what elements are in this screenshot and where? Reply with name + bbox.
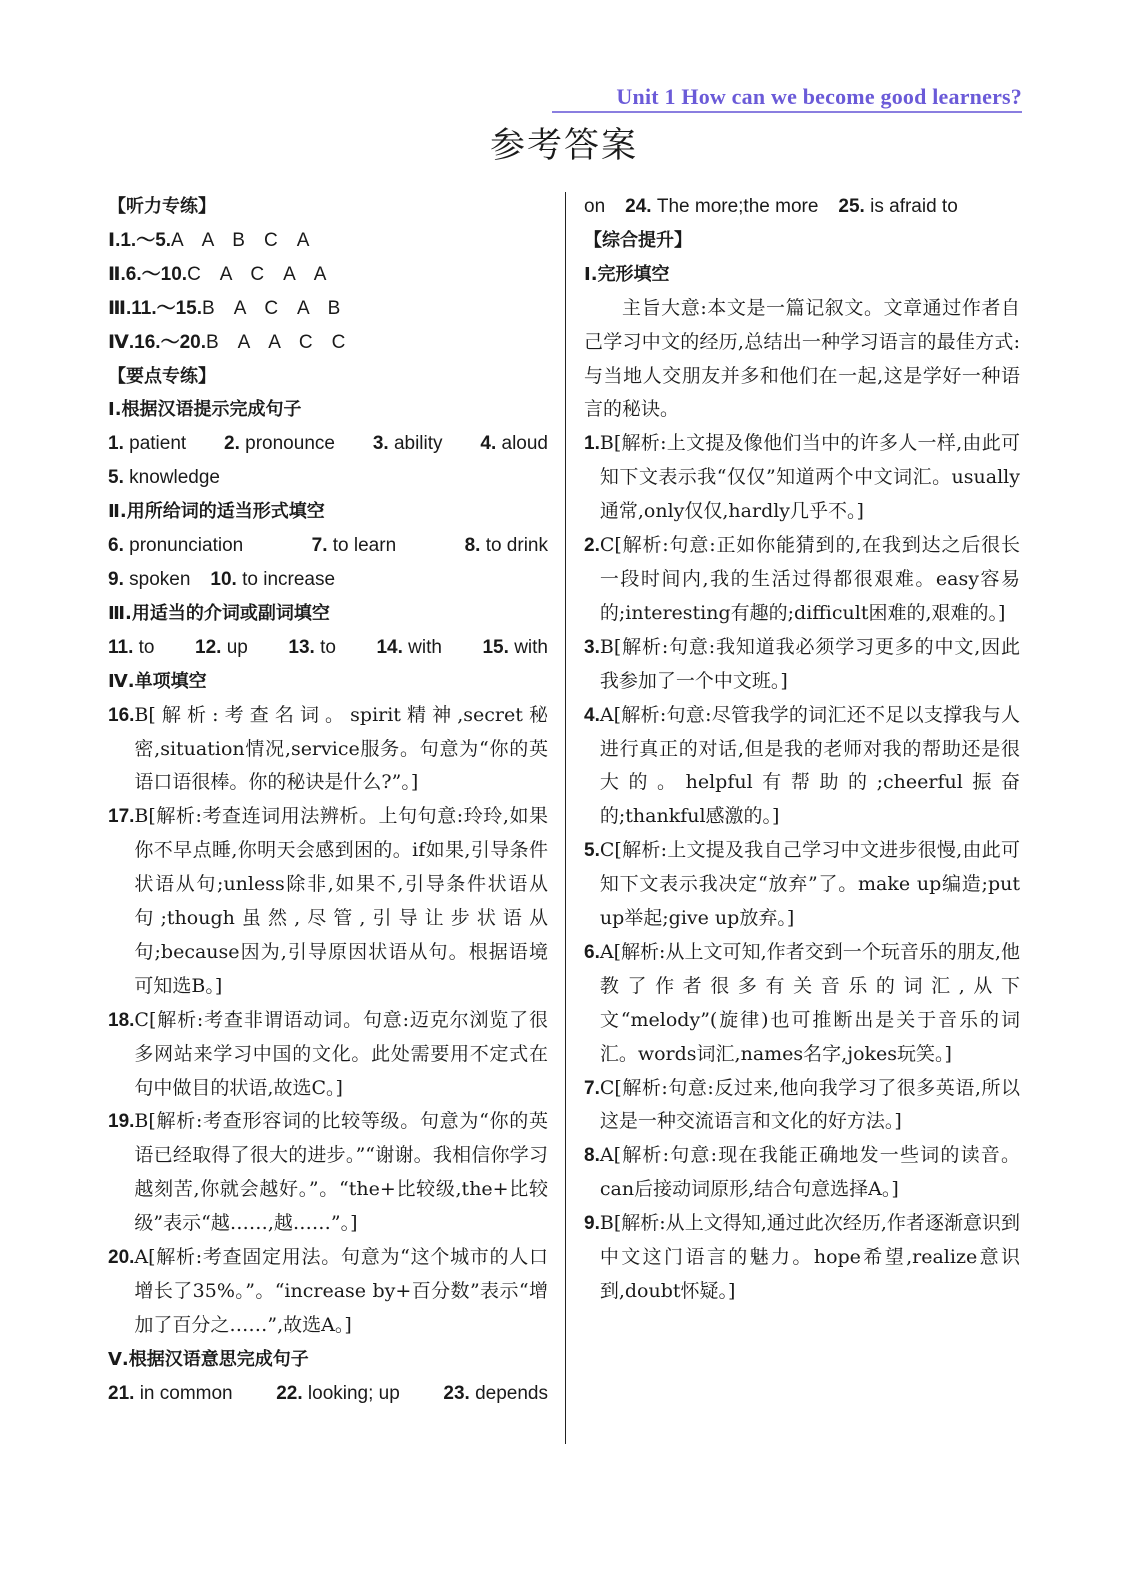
fill-line xyxy=(108,1377,548,1411)
answer-number: 14. xyxy=(376,636,409,658)
explained-answer xyxy=(584,1072,1020,1140)
answer-text: to increase xyxy=(242,568,336,590)
subsection-heading-4: Ⅳ.单项填空 xyxy=(108,670,207,692)
question-number-text: 7. xyxy=(584,1077,600,1099)
question-number-text: 4. xyxy=(584,704,600,726)
answer-number: 3. xyxy=(372,433,394,455)
explained-answer xyxy=(108,1105,548,1241)
answer-number: 9. xyxy=(108,568,130,590)
listening-row-number: Ⅱ.6.～10. xyxy=(108,263,188,285)
explained-answer xyxy=(108,699,548,801)
answer-explanation: A[解析:句意:尽管我学的词汇还不足以支撑我与人进行真正的对话,但是我的老师对我的帮助还是很大的。helpful有帮助的;cheerful振奋的;thankful感激的。] xyxy=(599,703,1020,828)
question-number xyxy=(584,1207,600,1309)
answer-text: depends xyxy=(475,1382,548,1404)
question-number-text: 19. xyxy=(108,1111,135,1133)
question-number xyxy=(108,699,134,801)
left-column xyxy=(108,190,548,1411)
answer-explanation: A[解析:句意:现在我能正确地发一些词的读音。can后接动词原形,结合句意选择A。] xyxy=(599,1144,1020,1201)
explained-answer xyxy=(584,1207,1020,1309)
answer-explanation: B[解析:上文提及像他们当中的许多人一样,由此可知下文表示我“仅仅”知道两个中文词汇。usually通常,only仅仅,hardly几乎不。] xyxy=(599,432,1020,523)
answer-text: spoken xyxy=(129,568,191,590)
answer-item xyxy=(482,631,548,665)
answer-text: knowledge xyxy=(129,467,220,489)
answer-item xyxy=(108,427,186,461)
answer-item xyxy=(276,1377,400,1411)
answer-text: to xyxy=(320,636,336,658)
answer-number: 4. xyxy=(480,433,502,455)
question-number-text: 20. xyxy=(108,1247,135,1269)
answer-explanation: B[解析:考查形容词的比较等级。句意为“你的英语已经取得了很大的进步。”“谢谢。我相信你学习越刻苦,你就会越好。”。“the+比较级,the+比较级”表示“越……,越……”。] xyxy=(134,1110,548,1235)
answer-text: patient xyxy=(129,433,187,455)
explained-answer xyxy=(584,936,1020,1072)
unit-title-underline xyxy=(552,111,1022,113)
question-number xyxy=(584,834,600,936)
answer-explanation: A[解析:考查固定用法。句意为“这个城市的人口增长了35%。”。“increase by+百分数”表示“增加了百分之……”,故选A。] xyxy=(134,1246,548,1336)
listening-row-answers: B A C A B xyxy=(202,297,341,319)
fill-line xyxy=(108,631,548,665)
answer-item xyxy=(108,569,190,590)
explained-answer xyxy=(584,427,1020,529)
answer-number: 7. xyxy=(311,535,333,557)
answer-text: pronunciation xyxy=(129,535,244,557)
answer-number: 23. xyxy=(443,1382,476,1404)
answer-explanation: C[解析:句意:正如你能猜到的,在我到达之后很长一段时间内,我的生活过得都很艰难。easy容易的;interesting有趣的;difficult困难的,艰难的。] xyxy=(599,534,1020,624)
question-number-text: 9. xyxy=(584,1213,600,1235)
question-number-text: 18. xyxy=(108,1009,135,1031)
question-number xyxy=(584,427,600,529)
question-number xyxy=(584,1139,600,1207)
answer-number: 13. xyxy=(288,636,321,658)
answer-number: 15. xyxy=(482,636,515,658)
answer-text: with xyxy=(514,636,548,658)
answer-explanation: C[解析:上文提及我自己学习中文进步很慢,由此可知下文表示我决定“放弃”了。make up编造;put up举起;give up放弃。] xyxy=(599,839,1020,930)
listening-row-answers: B A A C C xyxy=(205,331,346,353)
answer-number: 25. xyxy=(838,196,871,217)
answer-number: 24. xyxy=(625,196,657,217)
answer-item xyxy=(465,529,548,563)
answer-item xyxy=(108,631,155,665)
answer-item xyxy=(838,196,957,217)
listening-row-number: Ⅲ.11.～15. xyxy=(108,297,203,319)
answer-item xyxy=(108,467,220,488)
answer-number: 6. xyxy=(108,535,130,557)
answer-text: looking; up xyxy=(307,1382,400,1404)
page-title: 参考答案 xyxy=(489,126,638,166)
question-number xyxy=(584,1072,600,1140)
answer-number: 1. xyxy=(108,433,130,455)
explained-answer xyxy=(584,631,1020,699)
question-number-text: 17. xyxy=(108,806,135,828)
answer-number: 2. xyxy=(224,433,246,455)
answer-item xyxy=(108,529,243,563)
subsection-heading-5: Ⅴ.根据汉语意思完成句子 xyxy=(108,1348,309,1370)
section-heading-keypoints: 【要点专练】 xyxy=(108,365,216,387)
cloze-answers xyxy=(584,427,1020,1309)
explained-answer xyxy=(584,834,1020,936)
answer-text: The more;the more xyxy=(656,196,819,217)
answer-number: 11. xyxy=(108,636,139,658)
answer-explanation: C[解析:考查非谓语动词。句意:迈克尔浏览了很多网站来学习中国的文化。此处需要用不定式在句中做目的状语,故选C。] xyxy=(134,1008,548,1099)
question-number-text: 16. xyxy=(108,704,135,726)
answer-item xyxy=(480,427,548,461)
question-number-text: 1. xyxy=(584,433,600,455)
answer-number: 10. xyxy=(210,568,243,590)
answer-number: 8. xyxy=(464,535,486,557)
listening-row xyxy=(108,326,548,360)
question-number xyxy=(584,631,600,699)
fill-line xyxy=(108,529,548,563)
listening-row-number: Ⅰ.1.～5. xyxy=(108,229,172,251)
answer-item xyxy=(195,631,248,665)
question-number xyxy=(584,936,600,1072)
answer-item xyxy=(376,631,442,665)
fill-line xyxy=(108,563,548,597)
answer-text: to learn xyxy=(332,535,397,557)
answer-item xyxy=(625,196,818,217)
answer-number: 12. xyxy=(195,636,227,658)
subsection-heading-1: Ⅰ.根据汉语提示完成句子 xyxy=(108,399,302,421)
answer-item xyxy=(373,427,443,461)
answer-text: to drink xyxy=(485,535,548,557)
fill-line-continued xyxy=(584,190,1020,224)
listening-row xyxy=(108,258,548,292)
listening-row-answers: A A B C A xyxy=(171,229,310,251)
answer-text: up xyxy=(226,636,248,658)
multiple-choice-answers xyxy=(108,699,548,1343)
answer-text: pronounce xyxy=(245,433,335,455)
answer-item xyxy=(210,569,335,590)
listening-row xyxy=(108,224,548,258)
question-number xyxy=(108,1004,134,1106)
answer-number: 22. xyxy=(276,1382,308,1404)
answer-text: ability xyxy=(393,433,443,455)
answer-item xyxy=(224,427,335,461)
answer-text: aloud xyxy=(501,433,548,455)
answer-explanation: A[解析:从上文可知,作者交到一个玩音乐的朋友,他教了作者很多有关音乐的词汇,从下文“melody”(旋律)也可推断出是关于音乐的词汇。words词汇,names名字,jokes玩笑。] xyxy=(599,940,1020,1065)
explained-answer xyxy=(108,1241,548,1343)
section-heading-listening: 【听力专练】 xyxy=(108,196,216,217)
answer-text: is afraid to xyxy=(870,196,958,217)
listening-row-answers: C A C A A xyxy=(187,263,327,285)
answer-item: on xyxy=(584,196,606,217)
answer-number: 5. xyxy=(108,467,130,489)
listening-row-number: Ⅳ.16.～20. xyxy=(108,331,206,353)
question-number xyxy=(584,529,600,631)
answer-text: with xyxy=(408,636,442,658)
question-number xyxy=(108,800,134,1003)
main-idea-paragraph: 主旨大意:本文是一篇记叙文。文章通过作者自己学习中文的经历,总结出一种学习语言的最佳方式:与当地人交朋友并多和他们在一起,这是学好一种语言的秘诀。 xyxy=(584,296,1020,421)
column-divider xyxy=(565,192,566,1444)
question-number-text: 2. xyxy=(584,535,600,557)
answer-text: to xyxy=(138,636,155,658)
explained-answer xyxy=(108,1004,548,1106)
subsection-heading-3: Ⅲ.用适当的介词或副词填空 xyxy=(108,602,330,624)
question-number xyxy=(584,699,600,835)
explained-answer xyxy=(584,699,1020,835)
answer-explanation: B[解析:考查名词。spirit精神,secret秘密,situation情况,service服务。句意为“你的英语口语很棒。你的秘诀是什么?”。] xyxy=(134,703,548,794)
answer-item xyxy=(443,1377,548,1411)
question-number-text: 3. xyxy=(584,636,600,658)
listening-row xyxy=(108,292,548,326)
answer-item xyxy=(288,631,336,665)
answer-explanation: C[解析:句意:反过来,他向我学习了很多英语,所以这是一种交流语言和文化的好方法。] xyxy=(599,1076,1020,1133)
section-heading-comprehensive: 【综合提升】 xyxy=(584,229,692,251)
answer-item xyxy=(312,529,397,563)
explained-answer xyxy=(584,529,1020,631)
fill-line xyxy=(108,427,548,461)
fill-line xyxy=(108,461,548,495)
answer-number: 21. xyxy=(108,1382,140,1404)
listening-answers xyxy=(108,224,548,360)
explained-answer xyxy=(584,1139,1020,1207)
question-number-text: 8. xyxy=(584,1145,600,1167)
question-number-text: 6. xyxy=(584,941,600,963)
subsection-heading-cloze: Ⅰ.完形填空 xyxy=(584,263,670,285)
answer-item xyxy=(108,1377,233,1411)
unit-title: Unit 1 How can we become good learners? xyxy=(616,84,1022,109)
answer-explanation: B[解析:句意:我知道我必须学习更多的中文,因此我参加了一个中文班。] xyxy=(599,635,1020,692)
explained-answer xyxy=(108,800,548,1003)
question-number xyxy=(108,1241,134,1343)
right-column xyxy=(584,190,1020,1309)
answer-explanation: B[解析:从上文得知,通过此次经历,作者逐渐意识到中文这门语言的魅力。hope希望,realize意识到,doubt怀疑。] xyxy=(599,1212,1020,1302)
answer-text: in common xyxy=(139,1382,233,1404)
answer-explanation: B[解析:考查连词用法辨析。上句句意:玲玲,如果你不早点睡,你明天会感到困的。if如果,引导条件状语从句;unless除非,如果不,引导条件状语从句;though虽然,尽管,引导让步状语从句;because因为,引导原因状语从句。根据语境可知选B。] xyxy=(134,805,548,997)
question-number xyxy=(108,1105,134,1241)
subsection-heading-2: Ⅱ.用所给词的适当形式填空 xyxy=(108,501,325,523)
question-number-text: 5. xyxy=(584,840,600,862)
